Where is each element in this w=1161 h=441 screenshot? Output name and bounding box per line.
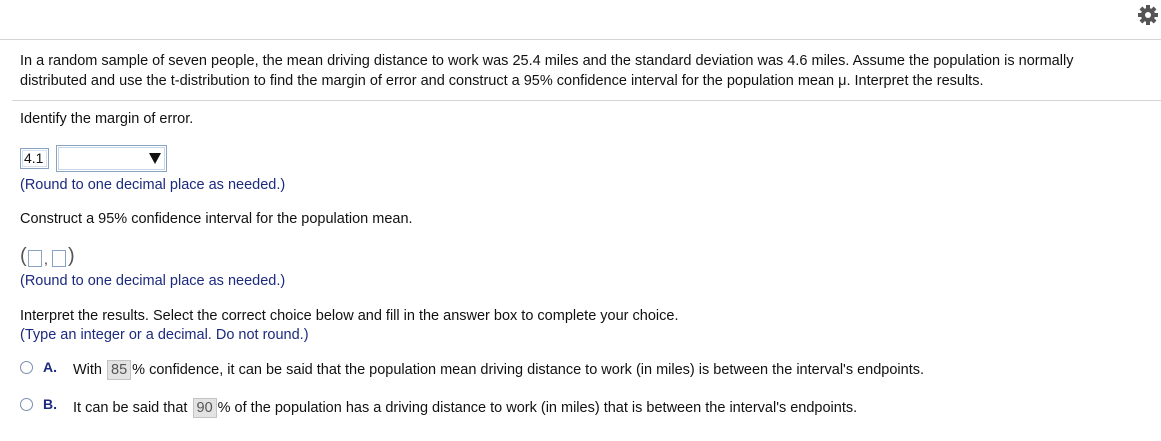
- choice-b-text[interactable]: [73, 398, 857, 418]
- units-dropdown[interactable]: [56, 145, 167, 172]
- margin-of-error-value: 4.1: [24, 150, 44, 166]
- close-paren: ): [68, 245, 75, 267]
- margin-of-error-input[interactable]: [20, 148, 49, 169]
- interval-lower-input[interactable]: [28, 250, 42, 267]
- choice-a-value-box[interactable]: 85: [107, 360, 131, 380]
- choice-b-letter: B.: [43, 396, 57, 412]
- choice-b-value-box[interactable]: 90: [193, 398, 217, 418]
- question-divider: [12, 100, 1161, 101]
- choice-b-after: % of the population has a driving distance to work (in miles) that is between the interval's endpoints.: [217, 400, 858, 416]
- interpret-prompt: Interpret the results. Select the correct choice below and fill in the answer box to complete your choice.: [20, 308, 679, 324]
- rounding-hint-1: (Round to one decimal place as needed.): [20, 177, 286, 193]
- choice-b-radio[interactable]: [20, 398, 33, 411]
- margin-of-error-prompt: Identify the margin of error.: [20, 111, 194, 127]
- choice-b-before: It can be said that: [73, 400, 188, 416]
- header-divider: [0, 39, 1161, 40]
- interval-comma: ,: [44, 251, 48, 267]
- choice-a-after: % confidence, it can be said that the population mean driving distance to work (in miles) is between the interval's endpoints.: [132, 362, 925, 378]
- interval-upper-input[interactable]: [52, 250, 66, 267]
- question-line-1: In a random sample of seven people, the mean driving distance to work was 25.4 miles and the standard deviation was 4.6 miles. Assume the population is normally: [20, 53, 1074, 69]
- confidence-interval-prompt: Construct a 95% confidence interval for the population mean.: [20, 211, 413, 227]
- choice-a-radio[interactable]: [20, 361, 33, 374]
- choice-a-before: With: [73, 362, 102, 378]
- question-line-2: distributed and use the t-distribution to find the margin of error and construct a 95% confidence interval for the population mean μ. Interpret the results.: [20, 73, 984, 89]
- dropdown-arrow-icon: [149, 153, 161, 164]
- confidence-interval-inputs: [20, 247, 100, 271]
- question-text: [20, 51, 1160, 91]
- interpret-hint: (Type an integer or a decimal. Do not round.): [20, 327, 309, 343]
- open-paren: (: [20, 245, 27, 267]
- rounding-hint-2: (Round to one decimal place as needed.): [20, 273, 286, 289]
- choice-a-text[interactable]: [73, 360, 924, 380]
- gear-icon[interactable]: [1138, 5, 1158, 25]
- choice-a-letter: A.: [43, 359, 57, 375]
